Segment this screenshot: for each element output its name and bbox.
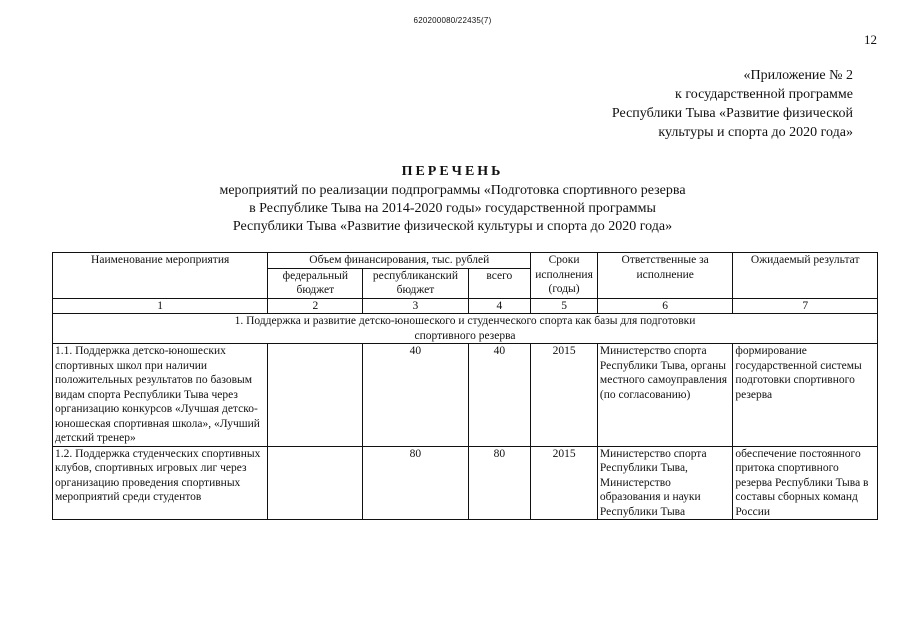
section-title: 1. Поддержка и развитие детско-юношеского и студенческого спорта как базы для подготовки спортивного резерва: [53, 314, 878, 344]
table-row: [53, 344, 878, 447]
responsible-cell: Министерство спорта Республики Тыва, Министерство образования и науки Республики Тыва: [597, 446, 732, 520]
appendix-line: культуры и спорта до 2020 года»: [658, 125, 853, 140]
republic-budget-cell: 40: [363, 344, 468, 447]
subtitle-line: в Республике Тыва на 2014-2020 годы» государственной программы: [249, 201, 656, 216]
total-cell: 40: [468, 344, 531, 447]
federal-budget-cell: [268, 344, 363, 447]
table-header-row: [53, 253, 878, 269]
column-number: 5: [531, 298, 598, 314]
responsible-cell: Министерство спорта Республики Тыва, органы местного самоуправления (по согласованию): [597, 344, 732, 447]
header-name: Наименование мероприятия: [53, 253, 268, 299]
appendix-line: Республики Тыва «Развитие физической: [611, 106, 853, 121]
header-responsible: Ответственные за исполнение: [597, 253, 732, 299]
column-number: 2: [268, 298, 363, 314]
header-total: всего: [468, 268, 531, 298]
activities-table: [52, 252, 878, 520]
subtitle-line: Республики Тыва «Развитие физической культуры и спорта до 2020 года»: [232, 219, 673, 234]
header-federal: федеральный бюджет: [268, 268, 363, 298]
result-cell: обеспечение постоянного притока спортивного резерва Республики Тыва в составы сборных команд России: [733, 446, 878, 520]
result-cell: формирование государственной системы подготовки спортивного резерва: [733, 344, 878, 447]
document-code: 620200080/22435(7): [413, 16, 492, 25]
column-number: 3: [363, 298, 468, 314]
federal-budget-cell: [268, 446, 363, 520]
section-row: [53, 314, 878, 344]
header-result: Ожидаемый результат: [733, 253, 878, 299]
activity-name: 1.1. Поддержка детско-юношеских спортивных школ при наличии положительных результатов по базовым видам спорта Республики Тыва через организацию конкурсов «Лучшая детско-юношеская спортивная школа», «Лучший детский тренер»: [53, 344, 268, 447]
header-funding: Объем финансирования, тыс. рублей: [268, 253, 531, 269]
document-subtitle: [0, 182, 905, 236]
document-title: ПЕРЕЧЕНЬ: [401, 164, 504, 179]
column-number-row: [53, 298, 878, 314]
column-number: 7: [733, 298, 878, 314]
header-period: Сроки исполнения (годы): [531, 253, 598, 299]
total-cell: 80: [468, 446, 531, 520]
period-cell: 2015: [531, 344, 598, 447]
column-number: 4: [468, 298, 531, 314]
column-number: 1: [53, 298, 268, 314]
appendix-block: [553, 66, 853, 142]
subtitle-line: мероприятий по реализации подпрограммы «Подготовка спортивного резерва: [219, 183, 686, 198]
period-cell: 2015: [531, 446, 598, 520]
header-republic: республиканский бюджет: [363, 268, 468, 298]
appendix-line: «Приложение № 2: [743, 68, 853, 83]
republic-budget-cell: 80: [363, 446, 468, 520]
activity-name: 1.2. Поддержка студенческих спортивных клубов, спортивных игровых лиг через организацию проведения спортивных мероприятий среди студентов: [53, 446, 268, 520]
appendix-line: к государственной программе: [675, 87, 853, 102]
table-row: [53, 446, 878, 520]
page-number: 12: [864, 32, 877, 47]
column-number: 6: [597, 298, 732, 314]
